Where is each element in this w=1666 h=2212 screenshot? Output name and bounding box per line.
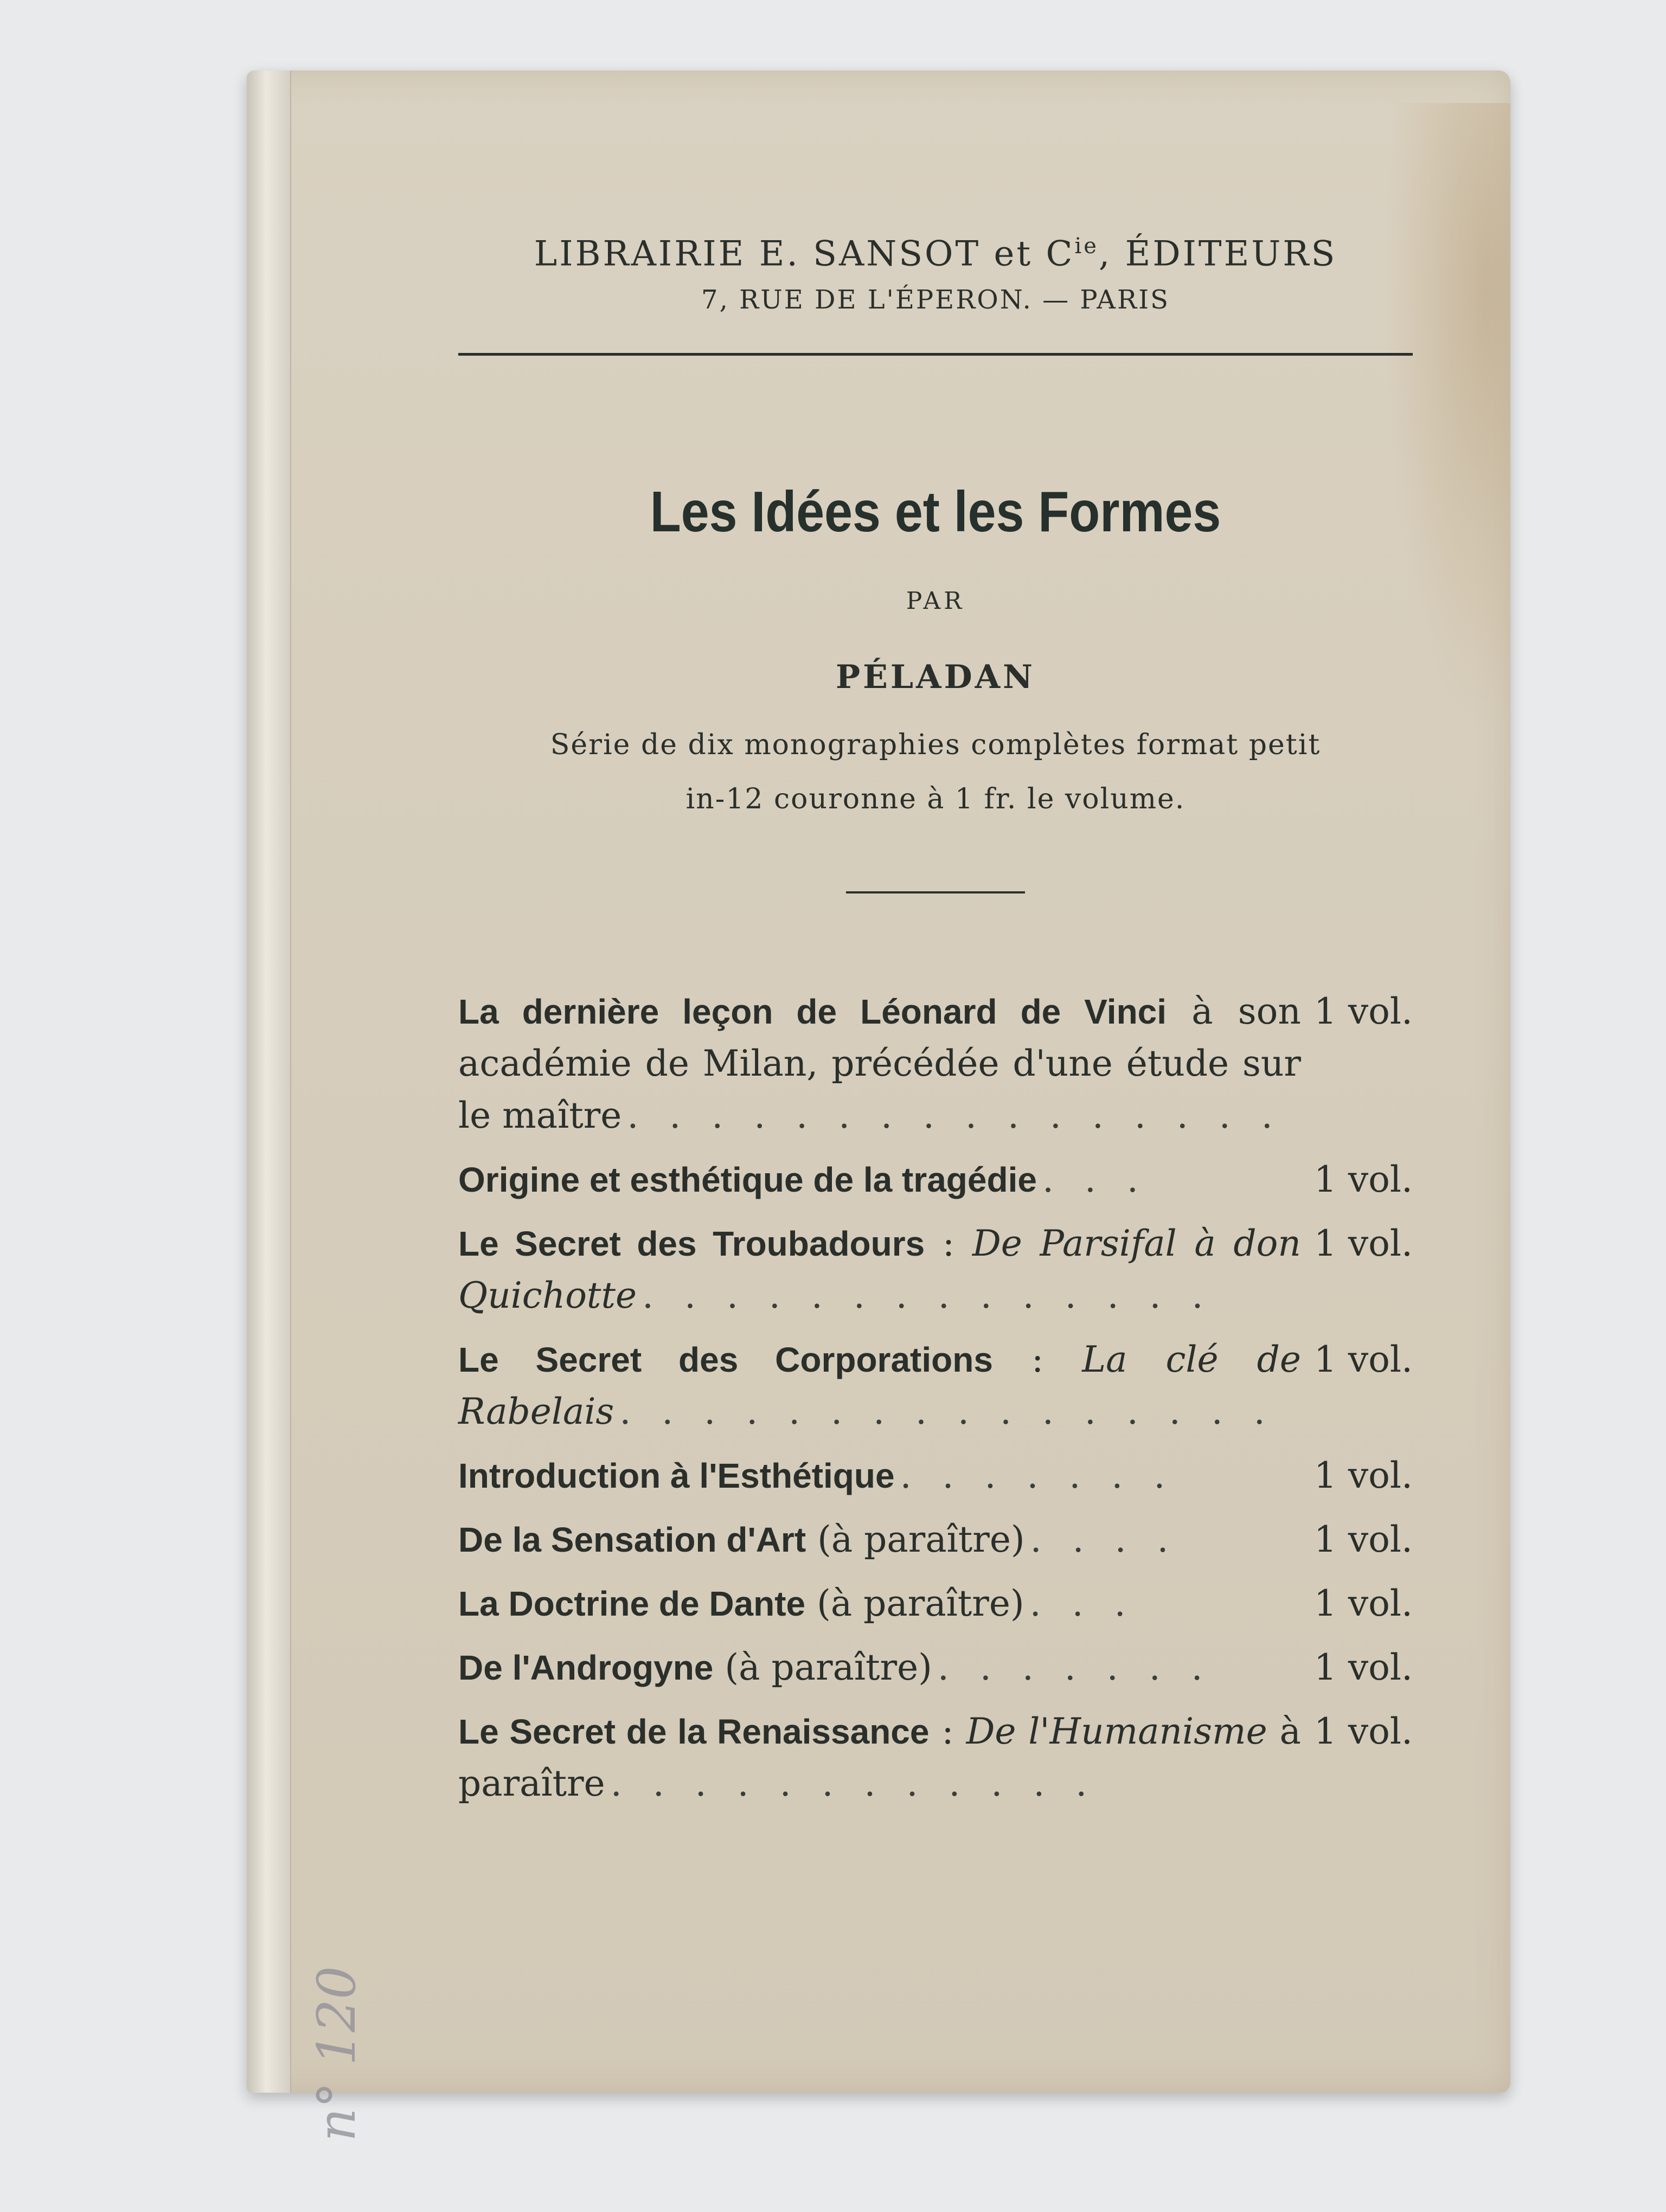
leader-dots: . . . . . . . . . . . . . . . .: [619, 1390, 1275, 1432]
entry-title: Origine et esthétique de la tragédie: [458, 1160, 1037, 1199]
list-item: De l'Androgyne (à paraître) . . . . . . . 1 vol.: [458, 1642, 1413, 1694]
entry-title: La Doctrine de Dante: [458, 1584, 806, 1623]
volume-list: [458, 986, 1413, 1810]
series-title: Les Idées et les Formes: [650, 480, 1221, 544]
leader-dots: . . . .: [1030, 1518, 1178, 1560]
cover-content: [458, 233, 1413, 1822]
list-item: [458, 1154, 1413, 1206]
volume-count: 1 vol.: [1313, 1646, 1413, 1688]
volume-count: 1 vol.: [1313, 1518, 1413, 1560]
leader-dots: . . . . . . . . . . . . . . . .: [627, 1094, 1283, 1136]
entry-title: Introduction à l'Esthétique: [458, 1456, 895, 1495]
series-description: Série de dix monographies complètes format petit in-12 couronne à 1 fr. le volume.: [550, 728, 1321, 815]
list-item: Le Secret de la Renaissance : De l'Humanisme à paraître . . . . . . . . . . . . 1 vol.: [458, 1706, 1413, 1810]
pencil-mark: n° 120: [306, 1966, 367, 2142]
volume-count: 1 vol.: [1313, 1710, 1413, 1752]
entry-title: Le Secret des Corporations: [458, 1340, 993, 1379]
volume-count: 1 vol.: [1313, 990, 1413, 1032]
list-item: Le Secret des Troubadours : De Parsifal à don Quichotte . . . . . . . . . . . . . . 1 vol.: [458, 1218, 1413, 1322]
leader-dots: . . . . . . .: [937, 1646, 1213, 1688]
list-item: [458, 1450, 1413, 1502]
volume-count: 1 vol.: [1313, 1158, 1413, 1200]
leader-dots: . . .: [1042, 1158, 1148, 1200]
book-cover: [247, 70, 1510, 2142]
list-item: La dernière leçon de Léonard de Vinci à son académie de Milan, précédée d'une étude sur le maître . . . . . . . . . . . . . . . . 1 vol.: [458, 986, 1413, 1142]
entry-title: La dernière leçon de Léonard de Vinci: [458, 992, 1167, 1031]
entry-title: Le Secret de la Renaissance: [458, 1712, 930, 1751]
publisher-name: LIBRAIRIE E. SANSOT et $C^{ie}$, ÉDITEURS: [534, 234, 1337, 274]
section-rule: [846, 891, 1025, 893]
par-label: PAR: [906, 587, 965, 615]
list-item: De la Sensation d'Art (à paraître) . . . . 1 vol.: [458, 1514, 1413, 1566]
list-item: La Doctrine de Dante (à paraître) . . . 1 vol.: [458, 1578, 1413, 1630]
leader-dots: . . . . . . . . . . . . . .: [642, 1274, 1213, 1316]
leader-dots: . . . . . . . . . . . .: [610, 1762, 1097, 1804]
volume-count: 1 vol.: [1313, 1454, 1413, 1496]
book-spine: [247, 70, 291, 2093]
publisher-address: 7, RUE DE L'ÉPERON. — PARIS: [701, 285, 1170, 316]
entry-title: Le Secret des Troubadours: [458, 1224, 925, 1263]
author-name: PÉLADAN: [835, 658, 1036, 696]
list-item: Le Secret des Corporations : La clé de Rabelais . . . . . . . . . . . . . . . . 1 vol.: [458, 1334, 1413, 1438]
entry-title: De l'Androgyne: [458, 1648, 714, 1687]
header-rule: [458, 353, 1413, 356]
entry-title: De la Sensation d'Art: [458, 1520, 806, 1559]
leader-dots: . . .: [1029, 1582, 1136, 1624]
volume-count: 1 vol.: [1313, 1582, 1413, 1624]
leader-dots: . . . . . . .: [900, 1454, 1175, 1496]
volume-count: 1 vol.: [1313, 1338, 1413, 1380]
volume-count: 1 vol.: [1313, 1222, 1413, 1264]
